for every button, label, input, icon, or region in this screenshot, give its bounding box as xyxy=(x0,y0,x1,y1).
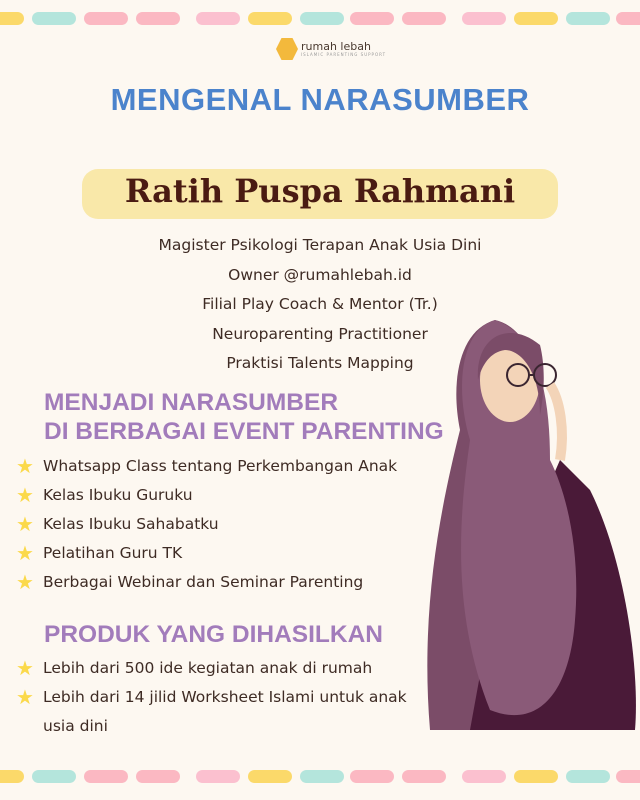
border-dash xyxy=(616,770,640,783)
list-item-text: Pelatihan Guru TK xyxy=(43,544,183,562)
star-icon: ★ xyxy=(16,570,34,594)
border-dash xyxy=(514,770,558,783)
border-dash xyxy=(514,12,558,25)
border-dash xyxy=(32,12,76,25)
list-item-text: Whatsapp Class tentang Perkembangan Anak xyxy=(43,457,398,475)
border-dash xyxy=(350,12,394,25)
border-dash xyxy=(566,770,610,783)
border-dash xyxy=(32,770,76,783)
list-item-text: Berbagai Webinar dan Seminar Parenting xyxy=(43,573,364,591)
credential: Filial Play Coach & Mentor (Tr.) xyxy=(202,295,438,313)
star-icon: ★ xyxy=(16,512,34,536)
credential: Neuroparenting Practitioner xyxy=(212,324,428,343)
border-dash xyxy=(402,12,446,25)
border-dash xyxy=(136,770,180,783)
events-list xyxy=(16,452,397,597)
star-icon: ★ xyxy=(16,685,34,709)
star-icon: ★ xyxy=(16,541,34,565)
border-dash xyxy=(300,770,344,783)
logo-tagline: ISLAMIC PARENTING SUPPORT xyxy=(301,52,387,57)
border-dash xyxy=(0,12,24,25)
border-dash xyxy=(84,770,128,783)
events-heading xyxy=(44,388,444,446)
top-dash-border xyxy=(0,12,640,26)
list-item-text: Lebih dari 500 ide kegiatan anak di rumah xyxy=(43,659,373,677)
border-dash xyxy=(350,770,394,783)
list-item-text: Kelas Ibuku Sahabatku xyxy=(43,515,219,533)
credential: Owner @rumahlebah.id xyxy=(228,265,412,284)
border-dash xyxy=(248,770,292,783)
bottom-dash-border xyxy=(0,770,640,784)
border-dash xyxy=(402,770,446,783)
logo-hexagon-icon xyxy=(276,38,298,60)
page-title: MENGENAL NARASUMBER xyxy=(110,82,530,117)
border-dash xyxy=(616,12,640,25)
products-list xyxy=(16,654,416,741)
list-item-text: Lebih dari 14 jilid Worksheet Islami untuk anak usia dini xyxy=(43,688,407,735)
list-item-text: Kelas Ibuku Guruku xyxy=(43,486,193,504)
credential: Magister Psikologi Terapan Anak Usia Dini xyxy=(158,236,482,254)
border-dash xyxy=(566,12,610,25)
logo xyxy=(276,38,386,60)
list-item xyxy=(16,654,416,683)
logo-name: rumah lebah xyxy=(301,40,371,53)
border-dash xyxy=(462,770,506,783)
star-icon: ★ xyxy=(16,483,34,507)
border-dash xyxy=(462,12,506,25)
list-item xyxy=(16,539,397,568)
credential: Praktisi Talents Mapping xyxy=(226,354,414,372)
border-dash xyxy=(136,12,180,25)
list-item xyxy=(16,452,397,481)
list-item xyxy=(16,510,397,539)
star-icon: ★ xyxy=(16,656,34,680)
star-icon: ★ xyxy=(16,454,34,478)
list-item xyxy=(16,568,397,597)
border-dash xyxy=(300,12,344,25)
border-dash xyxy=(84,12,128,25)
border-dash xyxy=(196,770,240,783)
border-dash xyxy=(0,770,24,783)
events-heading-line1: MENJADI NARASUMBER xyxy=(44,389,339,416)
events-heading-line2: DI BERBAGAI EVENT PARENTING xyxy=(44,418,444,445)
speaker-name: Ratih Puspa Rahmani xyxy=(124,172,516,210)
list-item xyxy=(16,481,397,510)
hijab-woman-illustration xyxy=(400,290,640,770)
border-dash xyxy=(248,12,292,25)
products-heading: PRODUK YANG DIHASILKAN xyxy=(44,621,383,648)
border-dash xyxy=(196,12,240,25)
list-item xyxy=(16,683,416,741)
